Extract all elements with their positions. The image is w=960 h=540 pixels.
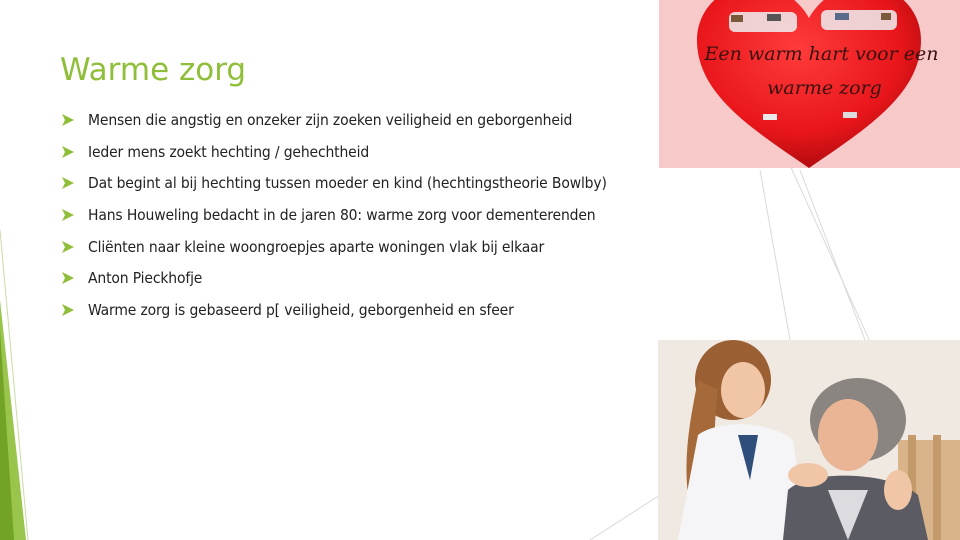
bullet-text: Anton Pieckhofje [88, 269, 203, 288]
caregiver-photo-illustration [658, 340, 960, 540]
bullet-text: Cliënten naar kleine woongroepjes aparte woningen vlak bij elkaar [88, 237, 545, 256]
heart-caption-line-2: warme zorg [767, 77, 882, 99]
bullet-text: Mensen die angstig en onzeker zijn zoeken veiligheid en geborgenheid [88, 110, 573, 129]
arrow-bullet-icon [62, 209, 74, 221]
bullet-item [62, 167, 607, 199]
bullet-text: Ieder mens zoekt hechting / gehechtheid [88, 142, 370, 161]
bullet-item [62, 262, 607, 294]
arrow-bullet-icon [62, 241, 74, 253]
left-accent-shape [0, 0, 30, 540]
arrow-bullet-icon [62, 146, 74, 158]
arrow-bullet-icon [62, 177, 74, 189]
bullet-item [62, 136, 607, 168]
heart-caption-line-1: Een warm hart voor een [704, 43, 939, 65]
arrow-bullet-icon [62, 114, 74, 126]
bullet-item [62, 231, 607, 263]
bullet-list [62, 104, 607, 326]
bullet-text: Dat begint al bij hechting tussen moeder en kind (hechtingstheorie Bowlby) [88, 174, 607, 193]
bullet-item [62, 199, 607, 231]
arrow-bullet-icon [62, 304, 74, 316]
caregiver-photo [658, 340, 960, 540]
bullet-text: Warme zorg is gebaseerd p[ veiligheid, geborgenheid en sfeer [88, 300, 514, 319]
heart-image [659, 0, 960, 168]
bullet-item [62, 104, 607, 136]
arrow-bullet-icon [62, 272, 74, 284]
slide-title: Warme zorg [60, 52, 247, 88]
bullet-item [62, 294, 607, 326]
bullet-text: Hans Houweling bedacht in de jaren 80: warme zorg voor dementerenden [88, 205, 596, 224]
